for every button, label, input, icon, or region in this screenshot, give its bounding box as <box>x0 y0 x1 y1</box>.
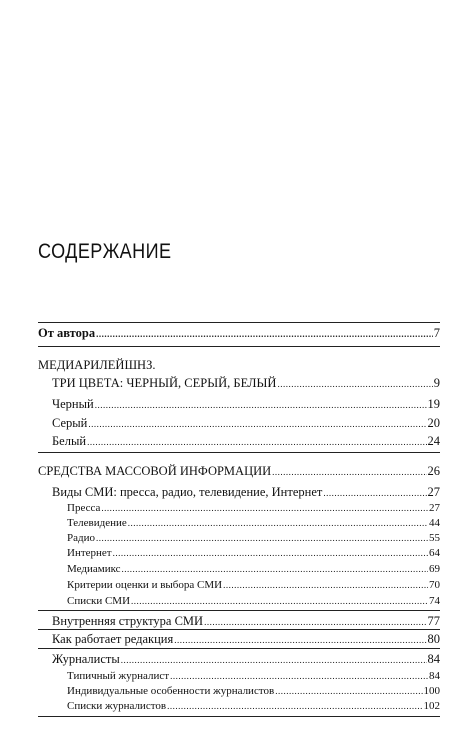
toc-entry-title: Черный <box>52 397 94 411</box>
toc-entry-page: 84 <box>429 670 440 682</box>
toc-entry-page: 64 <box>429 547 440 559</box>
toc-leader <box>96 326 433 341</box>
toc-entry-title: Интернет <box>67 547 112 559</box>
toc-entry-title: Типичный журналист <box>67 670 170 682</box>
toc-leader <box>95 397 427 412</box>
toc-entry-page: 27 <box>427 485 440 499</box>
toc-entry[interactable] <box>67 502 440 514</box>
toc-entry[interactable] <box>67 579 440 591</box>
toc-entry-page: 84 <box>427 652 440 666</box>
toc-leader <box>170 670 428 682</box>
toc-entry-page: 69 <box>429 563 440 575</box>
toc-leader <box>223 579 428 591</box>
divider <box>38 629 440 630</box>
toc-entry-page: 27 <box>429 502 440 514</box>
toc-entry-page: 24 <box>427 434 440 448</box>
toc-leader <box>204 614 426 629</box>
toc-entry-title: МЕДИАРИЛЕЙШНЗ. <box>38 358 156 372</box>
toc-entry-title: От автора <box>38 326 96 340</box>
toc-leader <box>88 416 426 431</box>
toc-entry[interactable] <box>67 595 440 607</box>
toc-entry-title: ТРИ ЦВЕТА: ЧЕРНЫЙ, СЕРЫЙ, БЕЛЫЙ <box>52 376 277 390</box>
toc-entry[interactable] <box>38 464 440 479</box>
toc-entry-title: Критерии оценки и выбора СМИ <box>67 579 223 591</box>
toc-leader <box>121 652 427 667</box>
toc-leader <box>275 685 422 697</box>
toc-entry[interactable] <box>52 614 440 629</box>
toc-leader <box>131 595 428 607</box>
toc-entry-page: 26 <box>427 464 440 478</box>
toc-leader <box>272 464 426 479</box>
toc-leader <box>277 376 432 391</box>
toc-entry-page: 7 <box>433 326 440 340</box>
toc-entry-title: Телевидение <box>67 517 127 529</box>
toc-entry-title: Виды СМИ: пресса, радио, телевидение, Интернет <box>52 485 323 499</box>
toc-entry[interactable] <box>67 685 440 697</box>
toc-entry-title: Списки СМИ <box>67 595 131 607</box>
toc-leader <box>323 485 426 500</box>
toc-section-heading <box>38 358 440 373</box>
toc-entry-title: Списки журналистов <box>67 700 167 712</box>
toc-entry-title: Внутренняя структура СМИ <box>52 614 204 628</box>
divider <box>38 322 440 323</box>
toc-entry-page: 44 <box>429 517 440 529</box>
toc-entry-title: Медиамикс <box>67 563 121 575</box>
toc-entry-title: Индивидуальные особенности журналистов <box>67 685 275 697</box>
toc-entry-title: Серый <box>52 416 88 430</box>
toc-leader <box>174 632 426 647</box>
page-title: СОДЕРЖАНИЕ <box>38 240 172 263</box>
toc-entry[interactable] <box>52 652 440 667</box>
toc-entry-page: 77 <box>427 614 440 628</box>
toc-entry[interactable] <box>67 670 440 682</box>
divider <box>38 346 440 347</box>
toc-leader <box>96 532 428 544</box>
toc-entry[interactable] <box>67 532 440 544</box>
toc-leader <box>122 563 428 575</box>
divider <box>38 452 440 453</box>
toc-entry-page: 9 <box>433 376 440 390</box>
toc-entry-title: Белый <box>52 434 87 448</box>
toc-entry-page: 19 <box>427 397 440 411</box>
toc-entry[interactable] <box>52 416 440 431</box>
toc-entry[interactable] <box>67 563 440 575</box>
toc-entry-title: СРЕДСТВА МАССОВОЙ ИНФОРМАЦИИ <box>38 464 272 478</box>
toc-entry-page: 55 <box>429 532 440 544</box>
toc-entry[interactable] <box>52 485 440 500</box>
toc-leader <box>87 434 426 449</box>
toc-leader <box>113 547 428 559</box>
toc-leader <box>128 517 428 529</box>
toc-entry-page: 80 <box>427 632 440 646</box>
toc-entry-title: Журналисты <box>52 652 120 666</box>
toc-entry-page: 20 <box>427 416 440 430</box>
toc-entry[interactable] <box>67 547 440 559</box>
toc-entry[interactable] <box>67 700 440 712</box>
toc-entry-title: Радио <box>67 532 95 544</box>
toc-entry[interactable] <box>38 326 440 341</box>
toc-entry[interactable] <box>67 517 440 529</box>
divider <box>38 716 440 717</box>
divider <box>38 648 440 649</box>
toc-entry[interactable] <box>52 376 440 391</box>
toc-entry-title: Пресса <box>67 502 101 514</box>
toc-entry[interactable] <box>52 434 440 449</box>
toc-leader <box>167 700 422 712</box>
toc-entry[interactable] <box>52 632 440 647</box>
toc-leader <box>101 502 428 514</box>
toc-entry-title: Как работает редакция <box>52 632 174 646</box>
toc-entry-page: 100 <box>423 685 440 697</box>
toc-entry-page: 70 <box>429 579 440 591</box>
divider <box>38 610 440 611</box>
toc-entry-page: 74 <box>429 595 440 607</box>
toc-entry-page: 102 <box>423 700 440 712</box>
toc-entry[interactable] <box>52 397 440 412</box>
